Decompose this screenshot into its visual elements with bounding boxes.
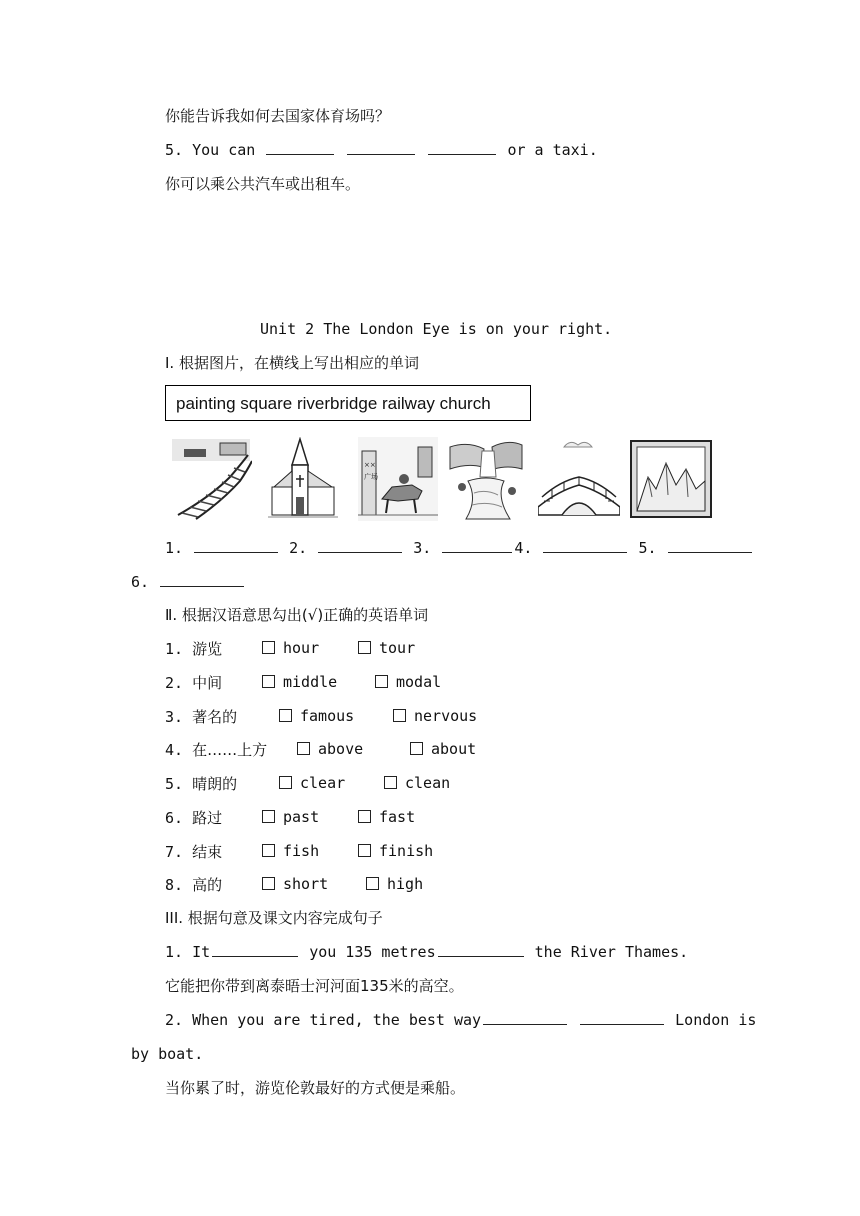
choice-6a[interactable] (262, 808, 319, 826)
choice-row-3 (165, 707, 237, 727)
answer-blank-1[interactable] (194, 538, 278, 553)
choice-number: 8. (165, 876, 184, 894)
railway-picture (170, 437, 252, 521)
river-picture (448, 437, 524, 521)
choice-word: modal (396, 673, 442, 691)
checkbox[interactable] (297, 742, 310, 755)
choice-3a[interactable] (279, 707, 354, 725)
bridge-picture (538, 437, 620, 521)
choice-row-1 (165, 639, 222, 659)
choice-1a[interactable] (262, 639, 319, 657)
checkbox[interactable] (410, 742, 423, 755)
answer-blank-2[interactable] (318, 538, 402, 553)
s3-q1-chinese: 它能把你带到离泰晤士河河面135米的高空。 (165, 977, 464, 995)
s3-q2-chinese: 当你累了时，游览伦敦最好的方式便是乘船。 (165, 1079, 466, 1097)
checkbox[interactable] (358, 844, 371, 857)
q5-sentence (165, 140, 598, 160)
choice-number: 6. (165, 809, 184, 827)
s3-q2-continuation: by boat. (131, 1045, 204, 1063)
s3-q1-blank-2[interactable] (438, 942, 524, 957)
choice-2a[interactable] (262, 673, 337, 691)
choice-number: 4. (165, 741, 184, 759)
choice-word: famous (300, 707, 355, 725)
choice-row-7 (165, 842, 222, 862)
choice-8b[interactable] (366, 875, 423, 893)
svg-text:××: ×× (364, 461, 376, 469)
checkbox[interactable] (279, 776, 292, 789)
choice-row-5 (165, 774, 237, 794)
choice-word: nervous (414, 707, 478, 725)
checkbox[interactable] (262, 675, 275, 688)
choice-4b[interactable] (410, 740, 476, 758)
s3-q1-middle: you 135 metres (309, 943, 436, 961)
choice-1b[interactable] (358, 639, 415, 657)
s3-q2-middle: London is (675, 1011, 757, 1029)
choice-chinese: 著名的 (192, 708, 238, 726)
square-picture (358, 437, 438, 521)
choice-4a[interactable] (297, 740, 363, 758)
picture-answer-line (165, 538, 754, 558)
checkbox[interactable] (358, 641, 371, 654)
painting-picture (630, 437, 712, 521)
checkbox[interactable] (375, 675, 388, 688)
answer-blank-4[interactable] (543, 538, 627, 553)
choice-6b[interactable] (358, 808, 415, 826)
choice-7a[interactable] (262, 842, 319, 860)
s3-q1-blank-1[interactable] (212, 942, 298, 957)
choice-row-6 (165, 808, 222, 828)
checkbox[interactable] (262, 844, 275, 857)
s3-q1-sentence (165, 942, 688, 962)
q5-chinese: 你可以乘公共汽车或出租车。 (165, 175, 361, 193)
choice-row-4 (165, 740, 267, 760)
answer-number-4: 4. (514, 539, 533, 557)
choice-word: clear (300, 774, 346, 792)
s3-q2-blank-2[interactable] (580, 1010, 664, 1025)
choice-7b[interactable] (358, 842, 433, 860)
checkbox[interactable] (262, 641, 275, 654)
choice-word: short (283, 875, 329, 893)
choice-number: 5. (165, 775, 184, 793)
s3-q2-blank-1[interactable] (483, 1010, 567, 1025)
choice-number: 1. (165, 640, 184, 658)
s3-q1-end: the River Thames. (534, 943, 689, 961)
choice-word: clean (405, 774, 451, 792)
choice-word: past (283, 808, 320, 826)
choice-word: fast (379, 808, 416, 826)
choice-row-2 (165, 673, 222, 693)
choice-word: hour (283, 639, 320, 657)
word-bank: painting square riverbridge railway church (165, 385, 531, 421)
choice-number: 3. (165, 708, 184, 726)
choice-2b[interactable] (375, 673, 441, 691)
s3-q2-sentence (165, 1010, 756, 1030)
answer-number-5: 5. (638, 539, 657, 557)
s3-q1-start: 1. It (165, 943, 211, 961)
checkbox[interactable] (262, 877, 275, 890)
picture-answer-line-2 (131, 572, 246, 592)
answer-number-2: 2. (289, 539, 308, 557)
q4-chinese: 你能告诉我如何去国家体育场吗？ (165, 107, 391, 125)
q5-end: or a taxi. (507, 141, 598, 159)
choice-word: fish (283, 842, 320, 860)
section3-heading: III. 根据句意及课文内容完成句子 (165, 909, 383, 927)
choice-word: about (431, 740, 477, 758)
choice-row-8 (165, 875, 222, 895)
church-picture (268, 437, 338, 521)
checkbox[interactable] (279, 709, 292, 722)
section1-heading: I. 根据图片，在横线上写出相应的单词 (165, 354, 419, 372)
choice-chinese: 晴朗的 (192, 775, 238, 793)
q5-blank-3[interactable] (428, 140, 496, 155)
s3-q2-start: 2. When you are tired, the best way (165, 1011, 482, 1029)
q5-blank-1[interactable] (266, 140, 334, 155)
choice-chinese: 游览 (192, 640, 223, 658)
choice-chinese: 在……上方 (192, 741, 268, 759)
answer-number-6: 6. (131, 573, 150, 591)
choice-word: finish (379, 842, 434, 860)
checkbox[interactable] (358, 810, 371, 823)
answer-blank-6[interactable] (160, 572, 244, 587)
choice-5a[interactable] (279, 774, 345, 792)
q5-blank-2[interactable] (347, 140, 415, 155)
choice-word: middle (283, 673, 338, 691)
answer-number-1: 1. (165, 539, 184, 557)
section2-heading: Ⅱ. 根据汉语意思勾出(√)正确的英语单词 (165, 606, 429, 624)
checkbox[interactable] (384, 776, 397, 789)
choice-chinese: 高的 (192, 876, 223, 894)
choice-word: high (387, 875, 424, 893)
q5-start: 5. You can (165, 141, 256, 159)
choice-8a[interactable] (262, 875, 328, 893)
unit-title: Unit 2 The London Eye is on your right. (260, 320, 613, 338)
svg-text:广场: 广场 (364, 473, 378, 481)
choice-chinese: 结束 (192, 843, 223, 861)
checkbox[interactable] (366, 877, 379, 890)
checkbox[interactable] (393, 709, 406, 722)
choice-word: above (318, 740, 364, 758)
choice-5b[interactable] (384, 774, 450, 792)
answer-blank-3[interactable] (442, 538, 512, 553)
answer-blank-5[interactable] (668, 538, 752, 553)
choice-word: tour (379, 639, 416, 657)
checkbox[interactable] (262, 810, 275, 823)
choice-number: 2. (165, 674, 184, 692)
choice-3b[interactable] (393, 707, 477, 725)
choice-chinese: 中间 (192, 674, 223, 692)
choice-number: 7. (165, 843, 184, 861)
choice-chinese: 路过 (192, 809, 223, 827)
answer-number-3: 3. (413, 539, 432, 557)
